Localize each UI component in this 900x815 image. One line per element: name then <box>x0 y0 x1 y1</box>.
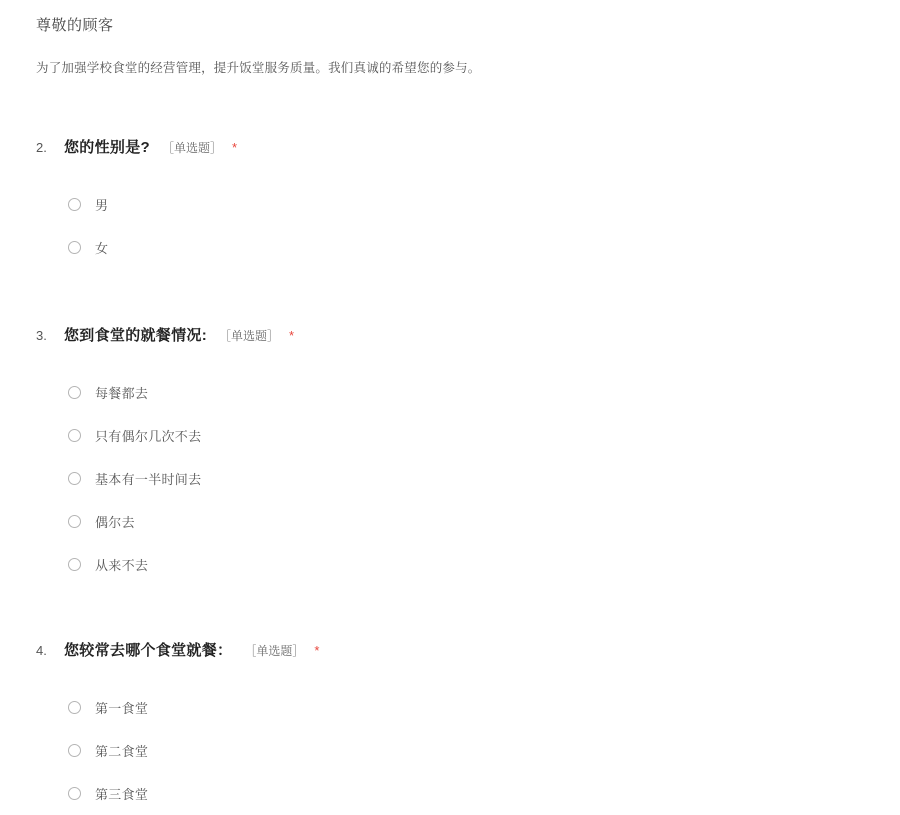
question-title: 您到食堂的就餐情况: <box>64 327 207 344</box>
question-index: 2. <box>36 140 47 155</box>
question-header <box>36 324 876 345</box>
radio-button-icon[interactable] <box>68 787 81 800</box>
option-list <box>68 183 876 269</box>
option-label: 每餐都去 <box>95 386 149 401</box>
option-label: 第二食堂 <box>95 744 149 759</box>
radio-button-icon[interactable] <box>68 515 81 528</box>
list-item[interactable] <box>68 500 876 543</box>
question-header <box>36 639 876 660</box>
question-type: ［单选题］ <box>244 644 305 658</box>
required-marker: * <box>314 643 320 658</box>
option-list <box>68 371 876 586</box>
question-title: 您的性别是? <box>64 139 150 156</box>
list-item[interactable] <box>68 457 876 500</box>
required-marker: * <box>231 140 238 155</box>
question-type: ［单选题］ <box>161 141 222 155</box>
radio-button-icon[interactable] <box>68 198 81 211</box>
question-title: 您较常去哪个食堂就餐： <box>64 642 233 659</box>
option-label: 从来不去 <box>95 558 149 573</box>
list-item[interactable] <box>68 371 876 414</box>
option-label: 第一食堂 <box>95 701 149 716</box>
question-index: 3. <box>36 328 47 343</box>
radio-button-icon[interactable] <box>68 558 81 571</box>
question-header <box>36 136 876 157</box>
list-item[interactable] <box>68 543 876 586</box>
option-label: 男 <box>95 198 109 213</box>
list-item[interactable] <box>68 686 876 729</box>
option-label: 女 <box>95 241 109 256</box>
option-label: 只有偶尔几次不去 <box>95 429 202 444</box>
option-list <box>68 686 876 815</box>
question-block-2 <box>36 136 876 269</box>
list-item[interactable] <box>68 772 876 815</box>
radio-button-icon[interactable] <box>68 701 81 714</box>
required-marker: * <box>289 328 295 343</box>
intro-text: 为了加强学校食堂的经营管理，提升饭堂服务质量。我们真诚的希望您的参与。 <box>36 61 481 75</box>
radio-button-icon[interactable] <box>68 386 81 399</box>
list-item[interactable] <box>68 183 876 226</box>
radio-button-icon[interactable] <box>68 429 81 442</box>
intro-title: 尊敬的顾客 <box>36 17 114 34</box>
list-item[interactable] <box>68 414 876 457</box>
question-block-4 <box>36 639 876 815</box>
radio-button-icon[interactable] <box>68 472 81 485</box>
radio-button-icon[interactable] <box>68 744 81 757</box>
question-type: ［单选题］ <box>219 329 280 343</box>
list-item[interactable] <box>68 226 876 269</box>
option-label: 基本有一半时间去 <box>95 472 202 487</box>
option-label: 第三食堂 <box>95 787 149 802</box>
radio-button-icon[interactable] <box>68 241 81 254</box>
question-block-3 <box>36 324 876 586</box>
list-item[interactable] <box>68 729 876 772</box>
question-index: 4. <box>36 643 47 658</box>
option-label: 偶尔去 <box>95 515 135 530</box>
